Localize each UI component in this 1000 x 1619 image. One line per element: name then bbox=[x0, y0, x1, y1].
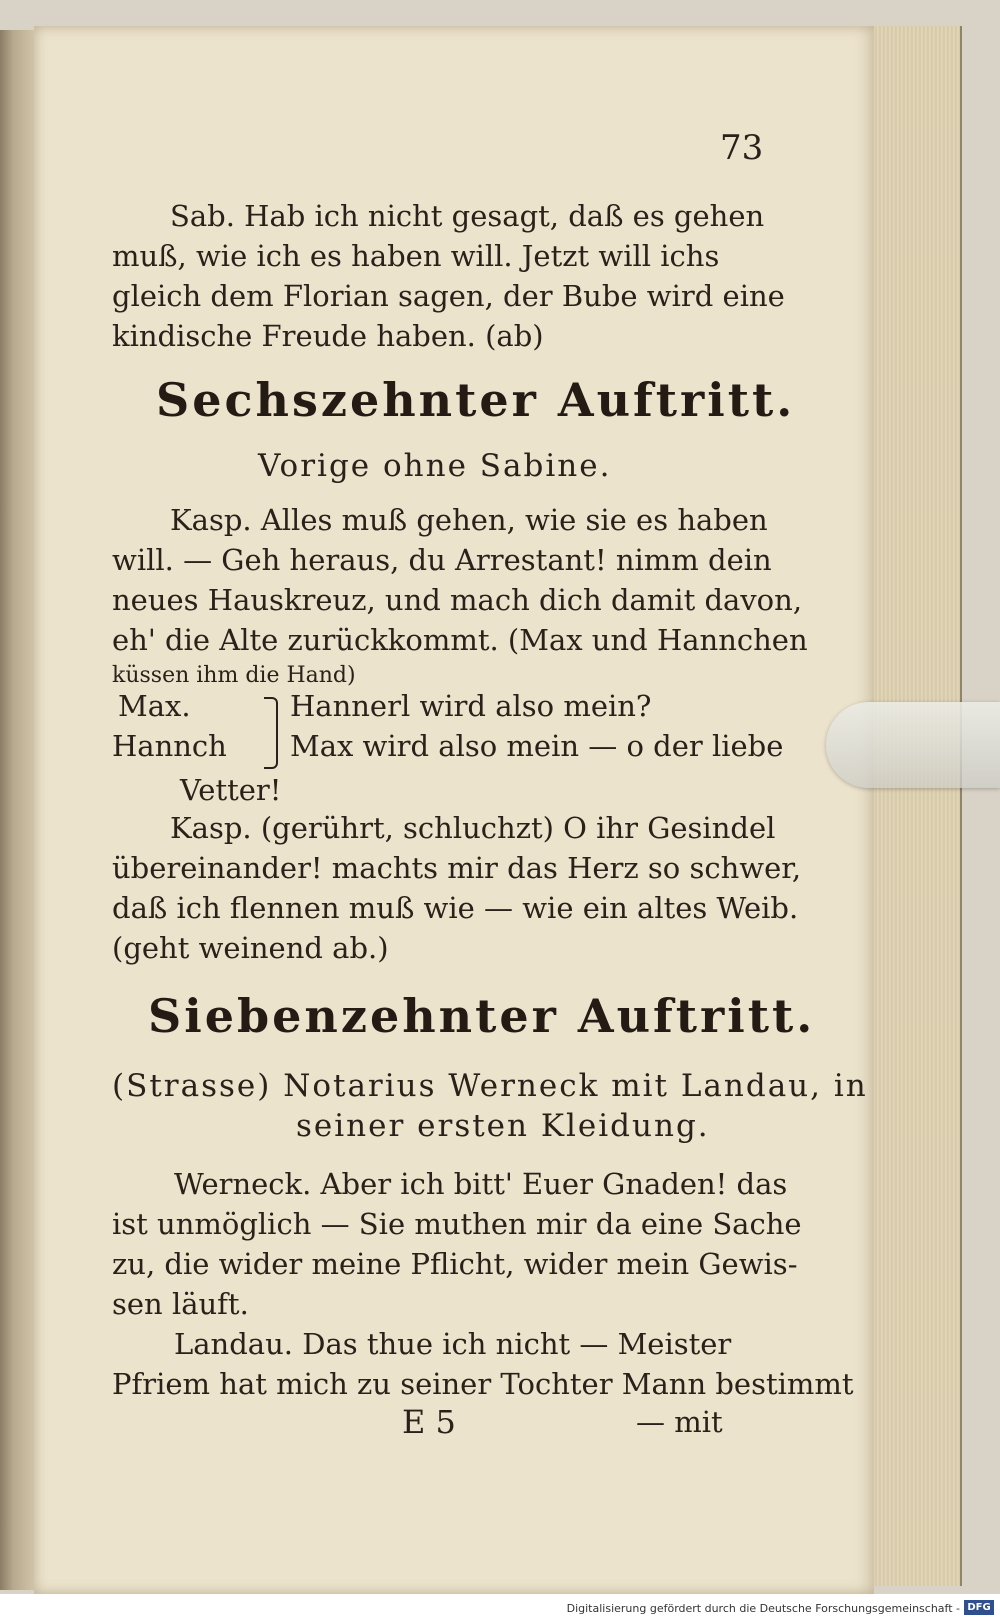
text-line: Max wird also mein — o der liebe bbox=[290, 729, 784, 763]
speaker-max: Max. bbox=[118, 689, 191, 723]
scene-heading: Siebenzehnter Auftritt. bbox=[148, 989, 816, 1043]
text-line: Hannerl wird also mein? bbox=[290, 689, 652, 723]
stage-direction: (geht weinend ab.) bbox=[112, 931, 389, 965]
speaker-hannch: Hannch bbox=[112, 729, 227, 763]
scene-subheading: (Strasse) Notarius Werneck mit Landau, in bbox=[112, 1068, 868, 1104]
text-line: will. — Geh heraus, du Arrestant! nimm dein bbox=[112, 543, 772, 577]
page-number: 73 bbox=[720, 128, 764, 168]
text-line: eh' die Alte zurückkommt. (Max und Hannchen bbox=[112, 623, 808, 657]
text-line: Landau. Das thue ich nicht — Meister bbox=[174, 1327, 732, 1361]
text-line: Vetter! bbox=[180, 773, 282, 807]
text-line: kindische Freude haben. (ab) bbox=[112, 319, 544, 353]
dfg-logo-icon: DFG bbox=[964, 1600, 994, 1615]
text-line: neues Hauskreuz, und mach dich damit davon, bbox=[112, 583, 803, 617]
text-line: muß, wie ich es haben will. Jetzt will ichs bbox=[112, 239, 720, 273]
text-line: daß ich flennen muß wie — wie ein altes Weib. bbox=[112, 891, 799, 925]
scene-subheading: seiner ersten Kleidung. bbox=[296, 1108, 710, 1144]
catchword: — mit bbox=[636, 1405, 723, 1439]
bookmark-clip bbox=[826, 702, 1000, 788]
text-line: ist unmöglich — Sie muthen mir da eine Sache bbox=[112, 1207, 802, 1241]
text-line: zu, die wider meine Pflicht, wider mein Gewis- bbox=[112, 1247, 798, 1281]
text-line: übereinander! machts mir das Herz so schwer, bbox=[112, 851, 802, 885]
text-line: gleich dem Florian sagen, der Bube wird eine bbox=[112, 279, 785, 313]
text-line: sen läuft. bbox=[112, 1287, 249, 1321]
text-line: Pfriem hat mich zu seiner Tochter Mann bestimmt bbox=[112, 1367, 854, 1401]
speaker-brace bbox=[264, 697, 278, 769]
signature-mark: E 5 bbox=[402, 1403, 456, 1441]
text-line: Kasp. (gerührt, schluchzt) O ihr Gesindel bbox=[170, 811, 776, 845]
text-line: Kasp. Alles muß gehen, wie sie es haben bbox=[170, 503, 768, 537]
previous-page-edge bbox=[0, 30, 34, 1590]
text-line: Werneck. Aber ich bitt' Euer Gnaden! das bbox=[174, 1167, 788, 1201]
stage-direction: küssen ihm die Hand) bbox=[112, 663, 356, 688]
scene-subheading: Vorige ohne Sabine. bbox=[258, 448, 612, 484]
text-line: Sab. Hab ich nicht gesagt, daß es gehen bbox=[170, 199, 765, 233]
scene-heading: Sechszehnter Auftritt. bbox=[156, 373, 796, 427]
page-stack-edge bbox=[874, 26, 962, 1586]
footer-credit: Digitalisierung gefördert durch die Deutsche Forschungsgemeinschaft - bbox=[566, 1602, 960, 1615]
